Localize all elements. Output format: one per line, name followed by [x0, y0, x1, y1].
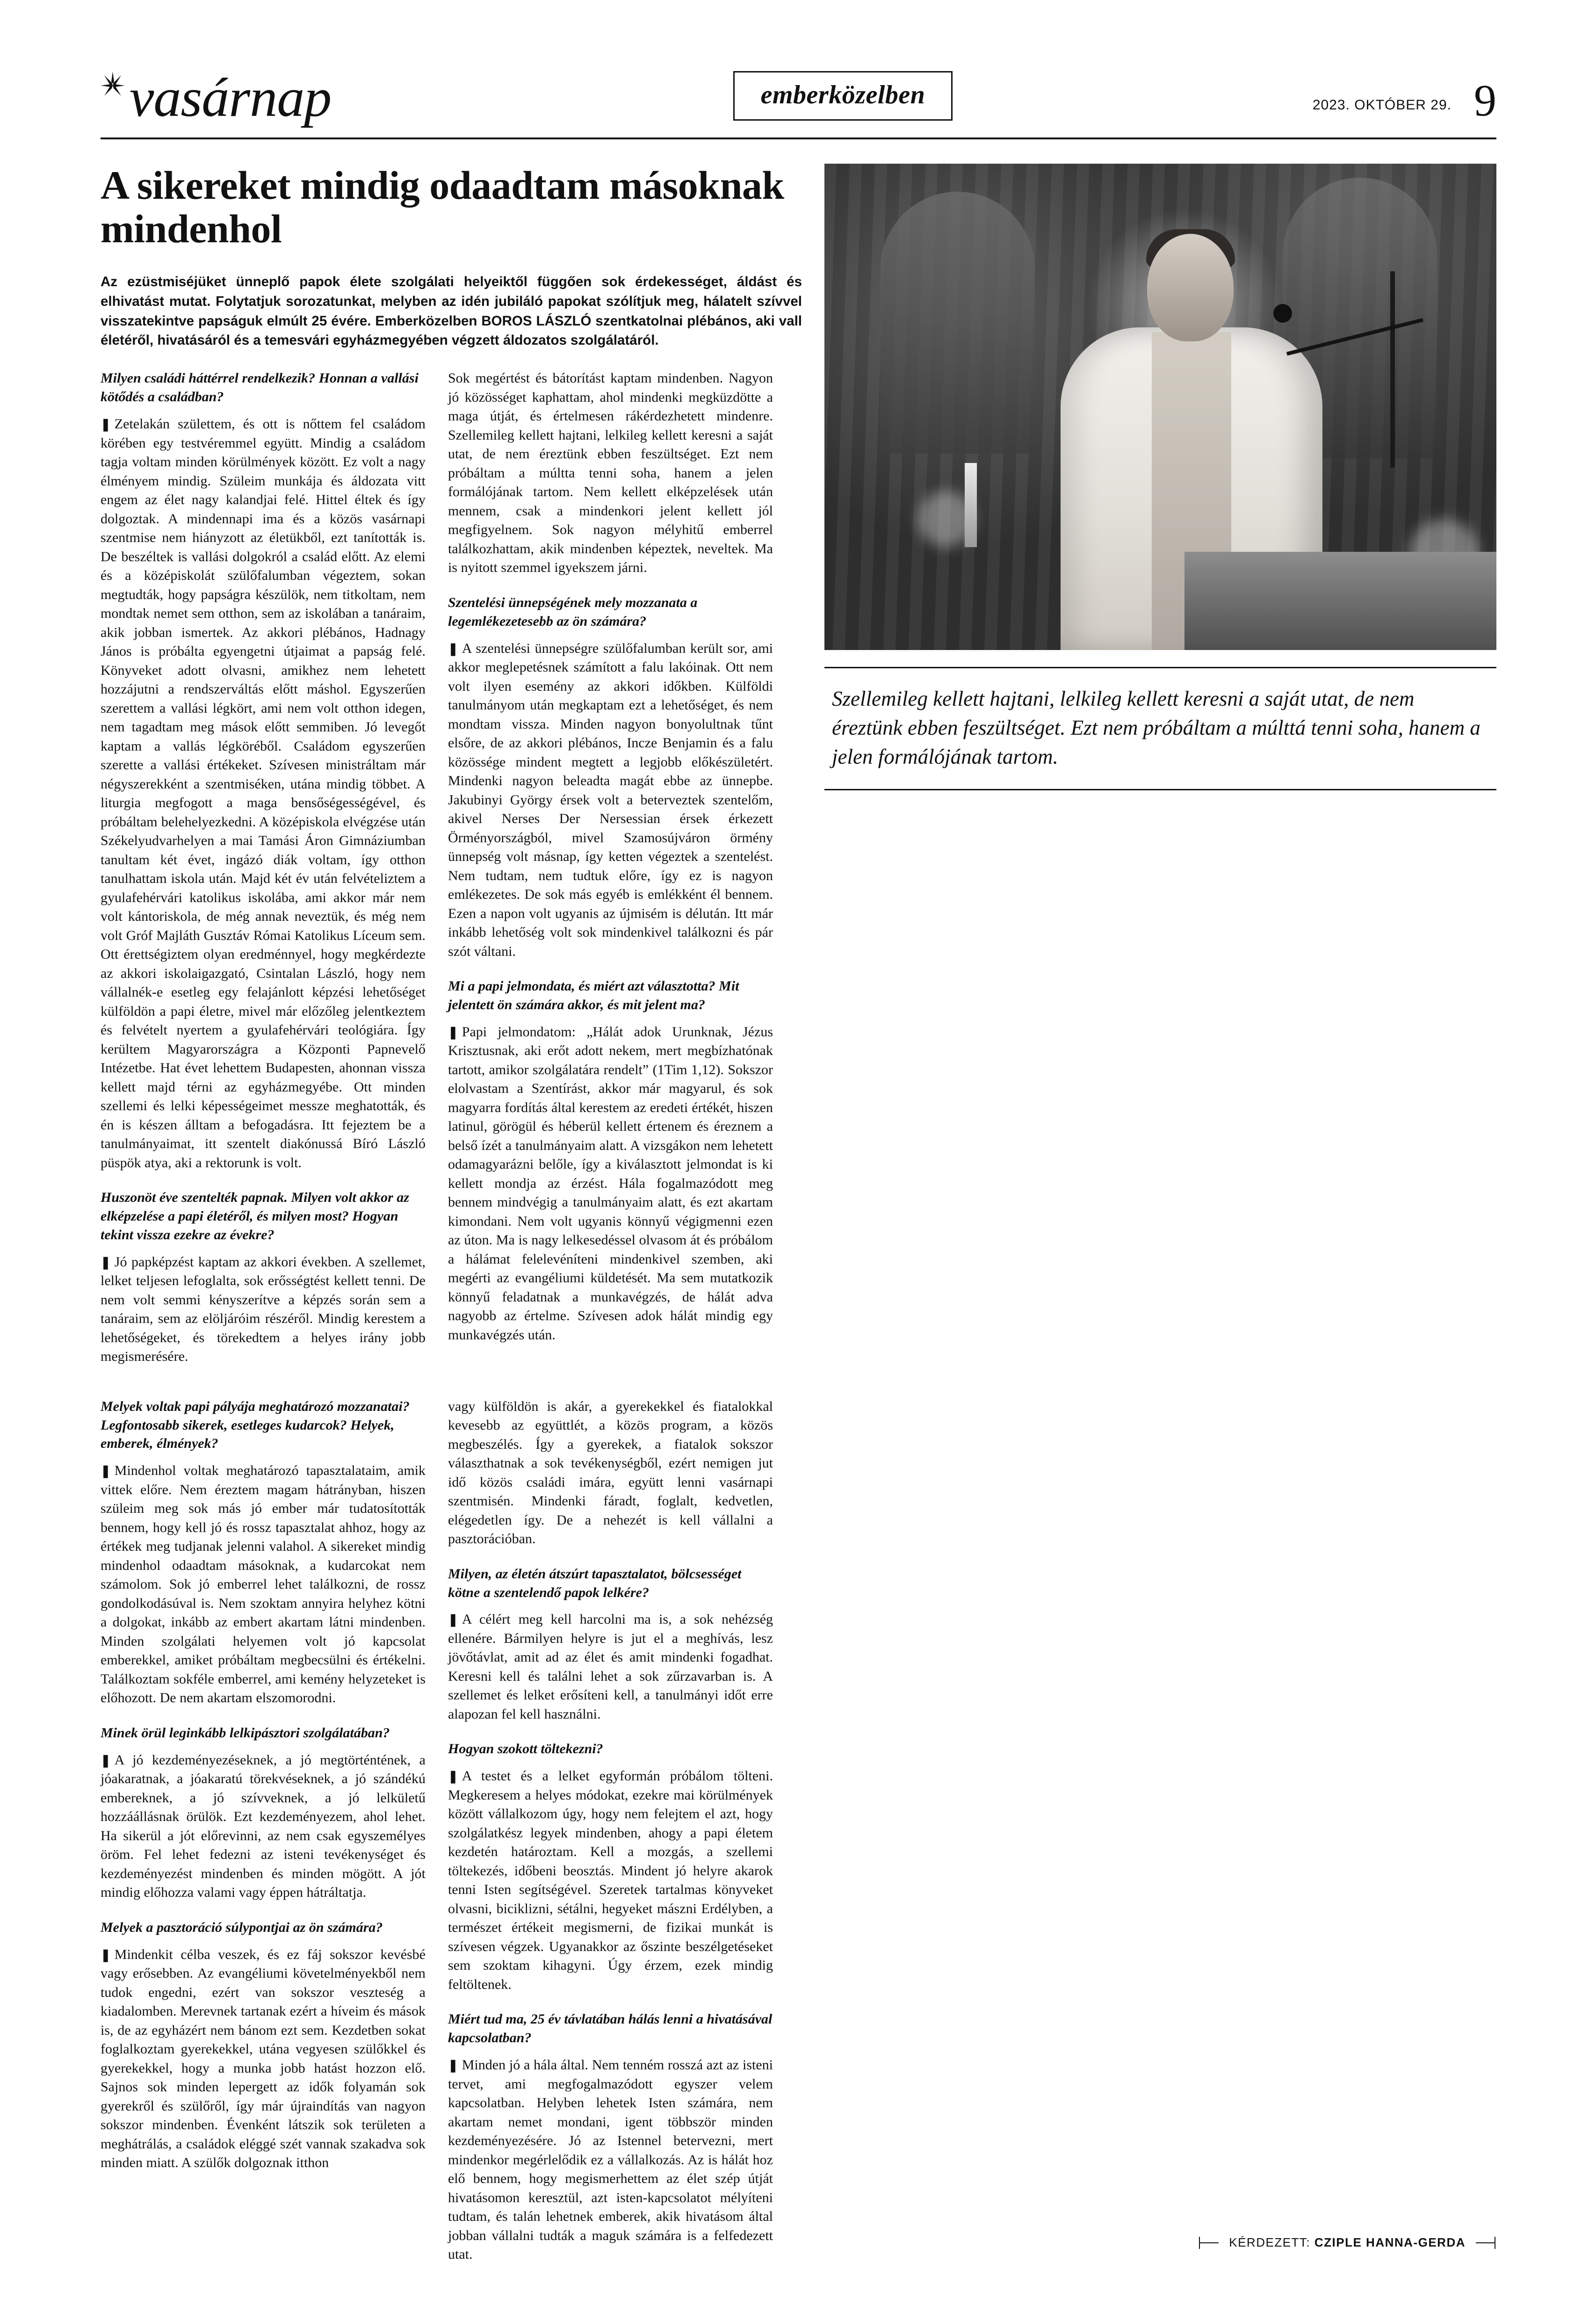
- answer-6: [101, 1751, 426, 1902]
- page-title: A sikereket mindig odaadtam másoknak mindenhol: [101, 163, 784, 251]
- answer-4-text: Papi jelmondatom: „Hálát adok Urunknak, Jézus Krisztusnak, aki erőt adott nekem, mert megbízhatónak tartott, amikor szolgálatára rendelt” (1Tim 1,12). Sokszor elolvastam a Szentírást, akkor már magyarul, és sok magyarra fordítás által kerestem az eredeti értékét, hiszen latinul, görögül és héberül kellett értenem és éreznem a belső ízét a tanulmányaim alatt. A vizsgákon nem lehetett odamagyarázni belőle, így a kiválasztott jelmondat is ki kellett mondja az érzést. Hála fogalmazódott meg bennem mindvégig a tanulmányaim alatt, és ezt akartam kimondani. Nem volt ugyanis könnyű végigmenni ezen az úton. Ma is nagy lelkesedéssel olvasom át és próbálom a hálámat felelevéníteni mindenkivel szemben, aki megérti az evangéliumi küldetését. Ma sem mutatkozik könnyű feladatnak a munkavégzés, de hálát adva nagyobb az értelme. Szívesen adok hálát mindig egy munkavégzés után.: [448, 1024, 773, 1343]
- answer-3-text: A szentelési ünnepségre szülőfalumban került sor, ami akkor meglepetésnek számított a falu lakóinak. Ott nem volt ilyen esemény az akkori időkben. Külföldi tanulmányom után megkaptam ezt a lehetőséget, és nem mondtam vissza. Minden nagyon bonyolultnak tűnt elsőre, de az akkori plébános, Incze Benjamin és a falu közössége mindent megtett a legjobb előkészületért. Mindenki nagyon beleadta magát ebbe az ünnepbe. Jakubinyi György érsek volt a beterveztek szentelőm, akivel Nerses Der Nersessian érsek érkezett Örményországból, mivel Szamosújváron örmény ünnepség volt másnap, így ketten végeztek a szentelést. Nem tudtam, nem tudtuk előre, így ez is nagyon emlékezetes. De sok más egyéb is emlékként él bennem. Ezen a napon volt ugyanis az újmisém is délután. Itt már inkább lehetőség volt sok mindenkivel találkozni és pár szót váltani.: [448, 640, 773, 959]
- answer-5-text: Mindenhol voltak meghatározó tapasztalataim, amik vittek előre. Nem éreztem magam hátrányban, hiszen szüleim meg sok más jó ember már tudatosították bennem, hogy kell jó és rossz tapasztalat ahhoz, hogy az értékek meg tudjanak jelenni valahol. A sikereket mindig mindenhol odaadtam másoknak, a kudarcokat nem számolom. Sok jó emberrel lehet találkozni, de rossz gondolkodásúval is. Nem szoktam annyira helyhez kötni a dolgokat, inkább az embert akartam látni mindenben. Minden szolgálati helyemen volt jó kapcsolat emberekkel, amiket próbáltam megbecsülni és értékelni. Találkoztam sokféle emberrel, ami kemény helyzeteket is előhozott. De nem akartam elszomorodni.: [101, 1463, 426, 1706]
- answer-marker: [101, 1947, 111, 1962]
- answer-marker: [101, 1463, 111, 1478]
- byline-rule: [1476, 2242, 1495, 2243]
- question-10: Miért tud ma, 25 év távlatában hálás lenni a hivatásával kapcsolatban?: [448, 2011, 773, 2046]
- answer-8-text: A célért meg kell harcolni ma is, a sok nehézség ellenére. Bármilyen helyre is jut el a meghívás, lesz jövőtávlat, amit ad az élet és amit mindenki fogadhat. Keresni kell és találni lehet a sok zűrzavarban is. A szellemet és lelket erősíteni kell, a tanulmányi időt erre alapozan fel kell használni.: [448, 1612, 773, 1722]
- question-7: Melyek a pasztoráció súlypontjai az ön számára?: [101, 1919, 383, 1935]
- masthead-brand: [101, 67, 332, 128]
- photo-candle: [965, 463, 977, 547]
- byline-label: KÉRDEZETT:: [1229, 2235, 1311, 2249]
- masthead-meta: [1312, 75, 1496, 126]
- answer-9: [448, 1767, 773, 1994]
- answer-marker: [448, 1612, 458, 1627]
- masthead-title[interactable]: vasárnap: [130, 67, 332, 128]
- photo-microphone-head: [1273, 304, 1292, 323]
- photo-arch-left: [881, 192, 1035, 454]
- answer-8: [448, 1610, 773, 1724]
- answer-9-text: A testet és a lelket egyformán próbálom tölteni. Megkeresem a helyes módokat, ezekre mai körülmények között vállalkozom úgy, hogy nem felejtem el azt, hogy szolgálatkész legyek mindenben, ahogy a papi életem kezdetén határoztam. Kell a mozgás, a szellemi töltekezés, időbeni beosztás. Mindent jó helyre akarok tenni Isten segítségével. Szeretek tartalmas könyveket olvasni, biciklizni, sétálni, hegyeket mászni Erdélyben, a természet értékeit megismerni, de fizikai munkát is szívesen végzek. Ugyanakkor az őszinte beszélgetéseket sem szoktam kihagyni. Úgy érzem, ezek mindig feltöltenek.: [448, 1768, 773, 1992]
- answer-10-text: Minden jó a hála által. Nem tenném rosszá azt az isteni tervet, ami megfogalmazódott egyszer velem kapcsolatban. Helyben lehetek Isten számára, nem akartam nemet mondani, igent többször minden kezdeményezésére. Jó az Istennel betervezni, mert mindenkor megérlelődik ez a vállalkozás. Az is hálát hoz elő bennem, hogy megismerhettem az élet szép útját hivatásomon keresztül, azt isten-kapcsolatot mélyíteni tudtam, és talán lehetnek emberek, akik hivatásom által jobban vállalni tudták a maguk számára is a felfedezett utat.: [448, 2057, 773, 2262]
- body-columns: [101, 1397, 1496, 2275]
- answer-marker: [101, 1752, 111, 1768]
- answer-marker: [448, 1768, 458, 1784]
- section-badge-label: emberközelben: [760, 80, 925, 109]
- answer-marker: [101, 1254, 111, 1270]
- masthead: [101, 67, 1496, 139]
- answer-2-continued: Sok megértést és bátorítást kaptam mindenben. Nagyon jó közösséget kaphattam, ahol mindenki megküzdötte a maga útját, és értelmesen rákérdezhetett mindenre. Szellemileg kellett hajtani, lelkileg kellett keresni a saját utat, de nem éreztünk ebben feszültséget. Ezt nem próbáltam a múltta tenni soha, hanem a jelen formálójának tartom. Nem kellett elképzelések után mennem, csak a mindenkori jelent kellett jól megfigyelnem. Sok nagyon mélyhitű emberrel találkozhattam, akik mindenben képeztek, neveltek. Ma is nyitott szemmel igyekszem járni.: [448, 370, 773, 576]
- page-number: 9: [1473, 75, 1496, 126]
- answer-10: [448, 2056, 773, 2264]
- byline-footer: [101, 2235, 1495, 2250]
- answer-1: [101, 415, 426, 1172]
- answer-2: [101, 1253, 426, 1366]
- standfirst: Az ezüstmiséjüket ünneplő papok élete szolgálati helyeiktől függően sok érdekességet, áldást és elhivatást mutat. Folytatjuk sorozatunkat, melyben az idén jubiláló papokat szólítjuk meg, hálatelt szívvel visszatekintve papságuk elmúlt 25 évére. Emberközelben BOROS LÁSZLÓ szentkatolnai plébános, aki vall életéről, hivatásáról és a temesvári egyházmegyében végzett áldozatos szolgálatáról.: [101, 274, 802, 348]
- question-8: Milyen, az életén átszúrt tapasztalatot, bölcsességet kötne a szentelendő papok lelkére?: [448, 1566, 742, 1600]
- question-1: Milyen családi háttérrel rendelkezik? Honnan a vallási kötődés a családban?: [101, 370, 419, 405]
- column-4: [448, 1397, 773, 2275]
- answer-5: [101, 1461, 426, 1708]
- question-5: Melyek voltak papi pályája meghatározó mozzanatai? Legfontosabb sikerek, esetleges kudarcok? Helyek, emberek, élmények?: [101, 1398, 410, 1452]
- article-header: [101, 164, 1496, 1377]
- question-9: Hogyan szokott töltekezni?: [448, 1741, 603, 1757]
- section-badge[interactable]: [733, 71, 953, 121]
- question-3: Szentelési ünnepségének mely mozzanata a legemlékezetesebb az ön számára?: [448, 594, 698, 629]
- answer-marker: [448, 2057, 458, 2073]
- question-6: Minek örül leginkább lelkipásztori szolgálatában?: [101, 1725, 390, 1741]
- column-2: [448, 369, 773, 1376]
- byline: [1219, 2235, 1476, 2250]
- photo-priest-head: [1147, 234, 1234, 341]
- article-photo: [824, 164, 1496, 650]
- answer-1-text: Zetelakán születtem, és ott is nőttem fel családom körében egy testvéremmel együtt. Mindig a családom tagja voltam minden körülmények között. Ez volt a nagy élményem mindig. Szüleim munkája és áldozata vitt engem az élet nagy kalandjai felé. Hittel éltek és így dolgoztak. A mindennapi ima és a közös vasárnapi szentmise nem hiányzott az életükből, ezt tanították is. De beszéltek is vallási dolgokról a család előtt. Az elemi és a középiskolát szülőfalumban végeztem, sokan megtudták, hogy papságra készülök, nem titkoltam, nem mondtak nemet sem otthon, sem az iskolában a tanáraim, akik jobban ismertek. Az akkori plébános, Hadnagy János is próbálta egyengetni útjaimat a papság felé. Könyveket adott olvasni, amikhez nem lehetett hozzájutni a rendszerváltás előtt máshol. Egyszerűen szerettem a vallási légkört, ami nem volt otthon idegen, nem tagadtam meg mások előtt semmiben. Jó levegőt kaptam a vallás légköréből. Családom egyszerűen szerette a vallási értékeket. Szívesen ministráltam már négyszerekként a szentmiséken, utána mindig többet. A liturgia megfogott a maga bensőségességével, és próbáltam belehelyezkedni. A középiskola elvégzése után Székelyudvarhelyen a mai Tamási Áron Gimnáziumban tanultam két évet, ingázó diák voltam, így otthon tanulhattam iskola után. Majd két év után felvételiztem a gyulafehérvári katolikus iskolába, ami akkor már nem volt kántoriskola, de még annak neveztük, és még nem volt Gróf Majláth Gusztáv Római Katolikus Líceum sem. Ott érettségiztem olyan eredménnyel, hogy megkérdezte az akkori iskolaigazgató, Csintalan László, hogy nem vállalnék-e esetleg egy felajánlott képzési lehetőséget külföldön a papi életre, mivel már előzőleg jelentkeztem és felvételt nyertem a gyulafehérvári teológiára. Így kerültem Magyarországra a Központi Papnevelő Intézetbe. Hat évet lehettem Budapesten, ahonnan vissza kellett majd térni az egyházmegyébe. Ott minden szellemi és lelki képességeimet messze meghatották, és én is készen álltam a befogadásra. Itt fejeztem be a tanulmányaimat, itt szentelt diakónussá Bíró László püspök atya, aki a rektorunk is volt.: [101, 416, 426, 1171]
- answer-7-continued: vagy külföldön is akár, a gyerekekkel és fiatalokkal kevesebb az együttlét, a közös program, a közös megbeszélés. Így a gyerekek, a fiatalok sokszor választhatnak a sok tevékenységből, ezért nemigen jut idő közös családi imára, együtt lenni vasárnapi szentmisén. Mindenki fáradt, foglalt, kedvetlen, elégedetlen így. De a nehezét is kell vállalni a pasztorációban.: [448, 1398, 773, 1547]
- issue-date: 2023. OKTÓBER 29.: [1312, 97, 1452, 113]
- answer-2-text: Jó papképzést kaptam az akkori években. A szellemet, lelket teljesen lefoglalta, sok erősségtést kellett tenni. De nem volt semmi kényszerítve a képzés során sem a tanáraim, sem az elöljáróim részéről. Mindig kerestem a lehetőségeket, és törekedtem a helyes irány jobb megismerésére.: [101, 1254, 426, 1365]
- question-2: Huszonöt éve szentelték papnak. Milyen volt akkor az elképzelése a papi életéről, és milyen most? Hogyan tekint vissza ezekre az évekre?: [101, 1190, 409, 1243]
- answer-7: [101, 1945, 426, 2173]
- pull-quote: Szellemileg kellett hajtani, lelkileg kellett keresni a saját utat, de nem éreztünk ebben feszültséget. Ezt nem próbáltam a múlttá tenni soha, hanem a jelen formálójának tartom.: [824, 667, 1496, 790]
- intro-columns: [101, 369, 802, 1376]
- byline-author: CZIPLE HANNA-GERDA: [1314, 2235, 1466, 2249]
- photo-ambo: [1184, 552, 1496, 650]
- answer-7-text: Mindenkit célba veszek, és ez fáj sokszor kevésbé vagy erősebben. Az evangéliumi követelményekből nem tudok engedni, ezért van sokszor veszteség a kiadalomben. Merevnek tartanak ezért a híveim és mások is, de az egyházért nem bánom ezt sem. Kezdetben sokat foglalkoztam gyerekekkel, utána vegyesen szülőkkel és gyerekekkel, hogy a munka jobb hatást hozzon elő. Sajnos sok minden lepergett az idők folyamán sok gyerekről és szülőről, így már újraindítás van nagyon sokszor mindenben. Évenként látszik sok területen a meghátrálás, a családok eléggé szét vannak szakadva sok minden miatt. A szülők dolgoznak itthon: [101, 1946, 426, 2171]
- column-3: [101, 1397, 426, 2275]
- answer-marker: [101, 416, 111, 432]
- question-4: Mi a papi jelmondata, és miért azt választotta? Mit jelentett ön számára akkor, és mit jelent ma?: [448, 978, 739, 1012]
- byline-rule: [1200, 2242, 1219, 2243]
- answer-6-text: A jó kezdeményezéseknek, a jó megtörténtének, a jóakaratnak, a jóakaratú törekvéseknek, a jó szándékú embereknek, a jó szívveknek, a jó lelkületű hozzáállásnak örülök. Ezt kezdeményezem, ahol lehet. Ha sikerül a jót előrevinni, az nem csak egyszemélyes öröm. Fel lehet fedezni az isteni tevékenységet és kezdeményezést mindenben és minden mögött. A jót mindig előhozza valami vagy éppen hátráltatja.: [101, 1752, 426, 1901]
- sunburst-icon: [101, 72, 125, 100]
- answer-3: [448, 639, 773, 961]
- column-1: [101, 369, 426, 1376]
- answer-marker: [448, 1024, 458, 1040]
- answer-marker: [448, 641, 458, 656]
- photo-mic-stand: [1390, 271, 1395, 468]
- answer-4: [448, 1023, 773, 1345]
